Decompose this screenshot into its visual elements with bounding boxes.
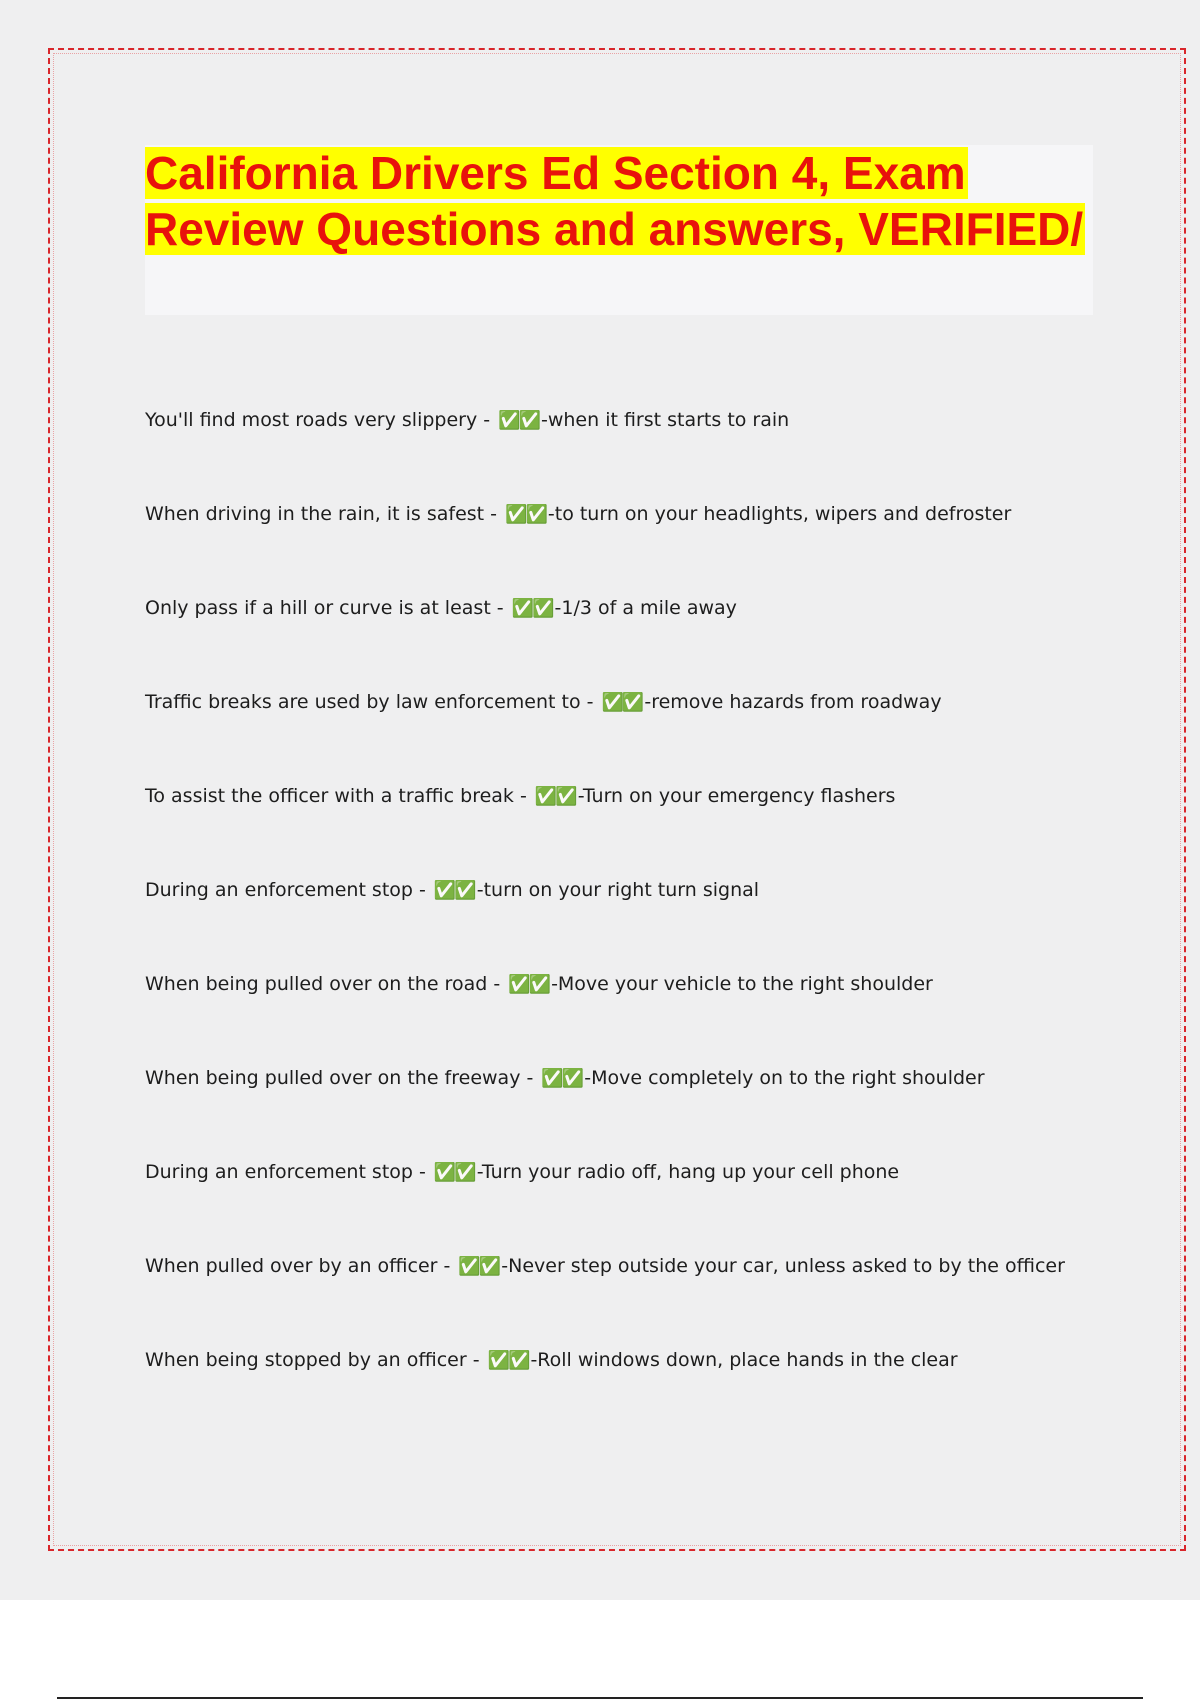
- qa-list: [145, 400, 1125, 1434]
- qa-question: Traffic breaks are used by law enforcement to -: [145, 691, 594, 713]
- check-mark-icon: ✅✅: [505, 504, 546, 525]
- check-mark-icon: ✅✅: [433, 1162, 475, 1183]
- qa-item: [145, 964, 1125, 1058]
- qa-answer: -Turn your radio off, hang up your cell phone: [476, 1161, 900, 1183]
- check-mark-icon: ✅✅: [498, 410, 539, 431]
- qa-item: [145, 870, 1125, 964]
- qa-question: When driving in the rain, it is safest -: [145, 503, 498, 525]
- check-mark-icon: ✅✅: [508, 974, 550, 995]
- title-block: [145, 145, 1093, 315]
- qa-question: During an enforcement stop -: [145, 879, 426, 901]
- qa-answer: -Turn on your emergency flashers: [577, 785, 896, 807]
- check-mark-icon: ✅✅: [458, 1256, 500, 1277]
- qa-answer: -Never step outside your car, unless asked to by the officer: [501, 1255, 1065, 1277]
- qa-item: [145, 588, 1125, 682]
- qa-answer: -to turn on your headlights, wipers and defroster: [547, 503, 1012, 525]
- qa-answer: -Move completely on to the right shoulder: [584, 1067, 985, 1089]
- qa-question: When being stopped by an officer -: [145, 1349, 480, 1371]
- qa-answer: -remove hazards from roadway: [644, 691, 942, 713]
- document-title-text: California Drivers Ed Section 4, Exam Review Questions and answers, VERIFIED/: [145, 147, 1084, 255]
- qa-question: When pulled over by an officer -: [145, 1255, 451, 1277]
- check-mark-icon: ✅✅: [511, 598, 553, 619]
- qa-question: During an enforcement stop -: [145, 1161, 426, 1183]
- check-mark-icon: ✅✅: [534, 786, 576, 807]
- qa-question: To assist the officer with a traffic break -: [145, 785, 527, 807]
- qa-item: [145, 1246, 1125, 1340]
- qa-answer: -Roll windows down, place hands in the clear: [530, 1349, 958, 1371]
- check-mark-icon: ✅✅: [433, 880, 475, 901]
- qa-question: When being pulled over on the road -: [145, 973, 501, 995]
- qa-answer: -when it first starts to rain: [540, 409, 790, 431]
- qa-item: [145, 776, 1125, 870]
- document-title: [145, 145, 1093, 257]
- check-mark-icon: ✅✅: [601, 692, 643, 713]
- qa-answer: -Move your vehicle to the right shoulder: [551, 973, 933, 995]
- check-mark-icon: ✅✅: [541, 1068, 583, 1089]
- check-mark-icon: ✅✅: [487, 1350, 529, 1371]
- qa-item: [145, 1340, 1125, 1434]
- qa-question: When being pulled over on the freeway -: [145, 1067, 534, 1089]
- qa-item: [145, 400, 1125, 494]
- qa-item: [145, 682, 1125, 776]
- qa-item: [145, 1152, 1125, 1246]
- qa-answer: -1/3 of a mile away: [554, 597, 737, 619]
- qa-item: [145, 494, 1125, 588]
- qa-question: You'll find most roads very slippery -: [145, 409, 491, 431]
- footer-rule: [57, 1697, 1143, 1699]
- qa-question: Only pass if a hill or curve is at least -: [145, 597, 504, 619]
- qa-item: [145, 1058, 1125, 1152]
- qa-answer: -turn on your right turn signal: [476, 879, 760, 901]
